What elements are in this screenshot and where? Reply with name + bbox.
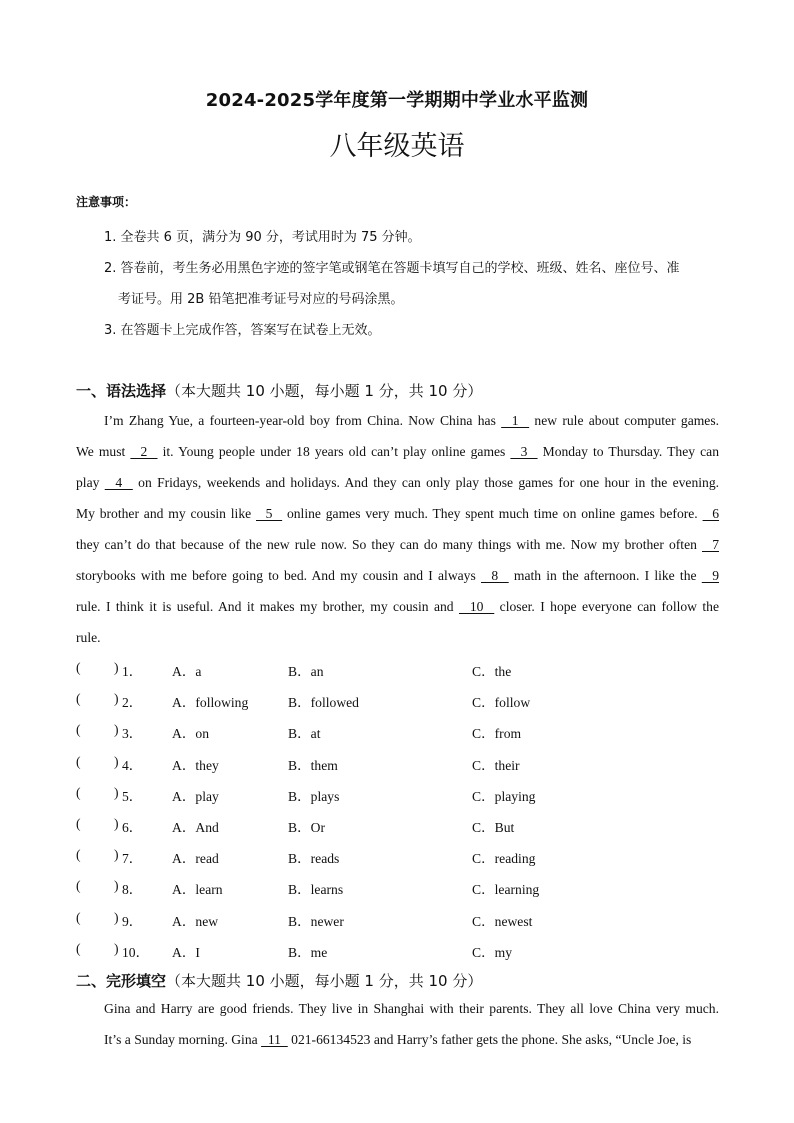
question-number: 5． bbox=[122, 788, 143, 804]
option-a[interactable]: A．I bbox=[172, 944, 200, 960]
passage-line bbox=[76, 560, 719, 591]
option-b[interactable]: B．me bbox=[288, 944, 328, 960]
option-c[interactable]: C．But bbox=[472, 820, 515, 835]
passage-line bbox=[76, 436, 719, 467]
question-row bbox=[76, 722, 726, 742]
passage-line bbox=[76, 498, 719, 529]
passage-text: play bbox=[76, 475, 105, 490]
option-a[interactable]: A．they bbox=[172, 757, 219, 773]
question-row bbox=[76, 847, 726, 867]
question-row bbox=[76, 910, 726, 930]
section1-heading bbox=[76, 380, 482, 401]
option-b[interactable]: B．newer bbox=[288, 913, 344, 929]
passage-text: closer. I hope everyone can follow the bbox=[494, 599, 720, 614]
section1-rule: （本大题共 10 小题，每小题 1 分，共 10 分） bbox=[166, 382, 483, 400]
passage-line bbox=[76, 467, 719, 498]
option-a[interactable]: A．read bbox=[172, 851, 219, 867]
passage-text: rule. bbox=[76, 630, 101, 645]
option-c[interactable]: C．reading bbox=[472, 851, 536, 867]
answer-paren-close[interactable]: ) bbox=[114, 722, 119, 738]
option-a[interactable]: A．a bbox=[172, 664, 202, 679]
option-c[interactable]: C．follow bbox=[472, 695, 531, 711]
option-b[interactable]: B．Or bbox=[288, 820, 326, 835]
passage-text: My brother and my cousin like bbox=[76, 506, 256, 521]
question-number: 2． bbox=[122, 695, 143, 711]
section2-title: 二、完形填空 bbox=[76, 972, 167, 990]
answer-blank: 4 bbox=[104, 475, 133, 490]
option-a[interactable]: A．play bbox=[172, 788, 219, 804]
question-number: 6． bbox=[122, 820, 143, 835]
answer-blank: 7 bbox=[702, 537, 719, 552]
option-c[interactable]: C．newest bbox=[472, 913, 533, 929]
answer-paren-close[interactable]: ) bbox=[114, 753, 119, 769]
option-a[interactable]: A．And bbox=[172, 820, 219, 835]
answer-paren-close[interactable]: ) bbox=[114, 660, 119, 675]
passage-line bbox=[76, 405, 719, 436]
question-row bbox=[76, 660, 726, 680]
passage-text: they can’t do that because of the new rule now. So they can do many things with me. Now my brother often bbox=[76, 537, 702, 552]
question-number: 3． bbox=[122, 726, 143, 742]
option-c[interactable]: C．learning bbox=[472, 882, 540, 898]
option-c[interactable]: C．my bbox=[472, 944, 513, 960]
answer-paren-open[interactable]: ( bbox=[76, 878, 81, 894]
option-b[interactable]: B．reads bbox=[288, 851, 340, 867]
answer-paren-open[interactable]: ( bbox=[76, 660, 81, 675]
question-number: 9． bbox=[122, 913, 143, 929]
passage-text: rule. I think it is useful. And it makes my brother, my cousin and bbox=[76, 599, 459, 614]
answer-paren-close[interactable]: ) bbox=[114, 909, 119, 925]
note-item-continued: 考证号。用 2B 铅笔把准考证号对应的号码涂黑。 bbox=[118, 292, 404, 307]
option-c[interactable]: C．the bbox=[472, 664, 512, 679]
answer-blank: 1 bbox=[501, 413, 530, 428]
answer-blank: 6 bbox=[702, 506, 720, 521]
answer-paren-open[interactable]: ( bbox=[76, 691, 81, 707]
answer-paren-open[interactable]: ( bbox=[76, 784, 81, 800]
question-row bbox=[76, 691, 726, 711]
passage-text: Monday to Thursday. They can bbox=[537, 444, 719, 459]
passage-line bbox=[76, 591, 719, 622]
answer-paren-close[interactable]: ) bbox=[114, 847, 119, 863]
answer-blank: 8 bbox=[480, 568, 509, 583]
passage-text: It’s a Sunday morning. Gina bbox=[104, 1032, 262, 1047]
option-c[interactable]: C．playing bbox=[472, 788, 536, 804]
answer-paren-close[interactable]: ) bbox=[114, 691, 119, 707]
option-b[interactable]: B．an bbox=[288, 664, 324, 679]
option-a[interactable]: A．new bbox=[172, 913, 219, 929]
passage-line bbox=[76, 529, 719, 560]
question-number: 8． bbox=[122, 882, 143, 898]
answer-paren-open[interactable]: ( bbox=[76, 847, 81, 863]
answer-blank: 2 bbox=[130, 444, 158, 459]
answer-paren-close[interactable]: ) bbox=[114, 940, 119, 956]
passage-line bbox=[76, 1024, 719, 1055]
passage-text: online games very much. They spent much time on online games before. bbox=[282, 506, 703, 521]
question-row bbox=[76, 878, 726, 898]
answer-blank: 11 bbox=[261, 1032, 288, 1047]
answer-paren-open[interactable]: ( bbox=[76, 909, 81, 925]
answer-paren-close[interactable]: ) bbox=[114, 878, 119, 894]
passage-line bbox=[76, 993, 719, 1024]
answer-paren-open[interactable]: ( bbox=[76, 940, 81, 956]
section1-passage bbox=[76, 405, 719, 653]
passage-text: Gina and Harry are good friends. They live in Shanghai with their parents. They all love China very much. bbox=[104, 1001, 719, 1016]
option-c[interactable]: C．their bbox=[472, 757, 520, 773]
answer-blank: 3 bbox=[510, 444, 538, 459]
passage-text: on Fridays, weekends and holidays. And they can only play those games for one hour in the evening. bbox=[132, 475, 720, 490]
passage-line bbox=[76, 622, 719, 653]
question-number: 7． bbox=[122, 851, 143, 867]
question-number: 4． bbox=[122, 757, 143, 773]
question-number: 10． bbox=[122, 944, 150, 960]
passage-text: I’m Zhang Yue, a fourteen-year-old boy from China. Now China has bbox=[104, 413, 502, 428]
passage-text: We must bbox=[76, 444, 131, 459]
notes-heading: 注意事项： bbox=[76, 195, 137, 209]
answer-paren-close[interactable]: ) bbox=[114, 816, 119, 831]
option-a[interactable]: A．following bbox=[172, 695, 249, 711]
passage-text: math in the afternoon. I like the bbox=[508, 568, 702, 583]
note-item: 2. 答卷前，考生务必用黑色字迹的签字笔或钢笔在答题卡填写自己的学校、班级、姓名、座位号、准 bbox=[104, 261, 680, 276]
section2-rule: （本大题共 10 小题，每小题 1 分，共 10 分） bbox=[166, 972, 483, 990]
question-row bbox=[76, 816, 726, 836]
option-b[interactable]: B．learns bbox=[288, 882, 344, 898]
section1-title: 一、语法选择 bbox=[76, 382, 167, 400]
answer-blank: 5 bbox=[256, 506, 283, 521]
answer-paren-close[interactable]: ) bbox=[114, 784, 119, 800]
answer-paren-open[interactable]: ( bbox=[76, 753, 81, 769]
exam-subtitle: 八年级英语 bbox=[329, 131, 465, 162]
option-b[interactable]: B．plays bbox=[288, 788, 340, 804]
answer-blank: 9 bbox=[701, 568, 719, 583]
answer-paren-open[interactable]: ( bbox=[76, 816, 81, 831]
option-b[interactable]: B．followed bbox=[288, 695, 359, 711]
question-number: 1． bbox=[122, 664, 143, 679]
option-a[interactable]: A．on bbox=[172, 726, 210, 742]
section2-passage bbox=[76, 993, 719, 1055]
question-row bbox=[76, 785, 726, 805]
question-row bbox=[76, 754, 726, 774]
option-b[interactable]: B．at bbox=[288, 726, 321, 742]
passage-text: storybooks with me before going to bed. And my cousin and I always bbox=[76, 568, 481, 583]
option-b[interactable]: B．them bbox=[288, 757, 338, 773]
option-a[interactable]: A．learn bbox=[172, 882, 223, 898]
note-item: 3. 在答题卡上完成作答，答案写在试卷上无效。 bbox=[104, 323, 381, 338]
section2-heading bbox=[76, 970, 482, 991]
passage-text: it. Young people under 18 years old can’t play online games bbox=[157, 444, 511, 459]
passage-text: new rule about computer games. bbox=[529, 413, 720, 428]
option-c[interactable]: C．from bbox=[472, 726, 522, 742]
passage-text: 021-66134523 and Harry’s father gets the phone. She asks, “Uncle Joe, is bbox=[287, 1032, 692, 1047]
exam-title: 2024-2025学年度第一学期期中学业水平监测 bbox=[205, 90, 589, 111]
note-item: 1. 全卷共 6 页，满分为 90 分，考试用时为 75 分钟。 bbox=[104, 230, 421, 245]
answer-blank: 10 bbox=[459, 599, 495, 614]
answer-paren-open[interactable]: ( bbox=[76, 722, 81, 738]
question-row bbox=[76, 941, 726, 961]
